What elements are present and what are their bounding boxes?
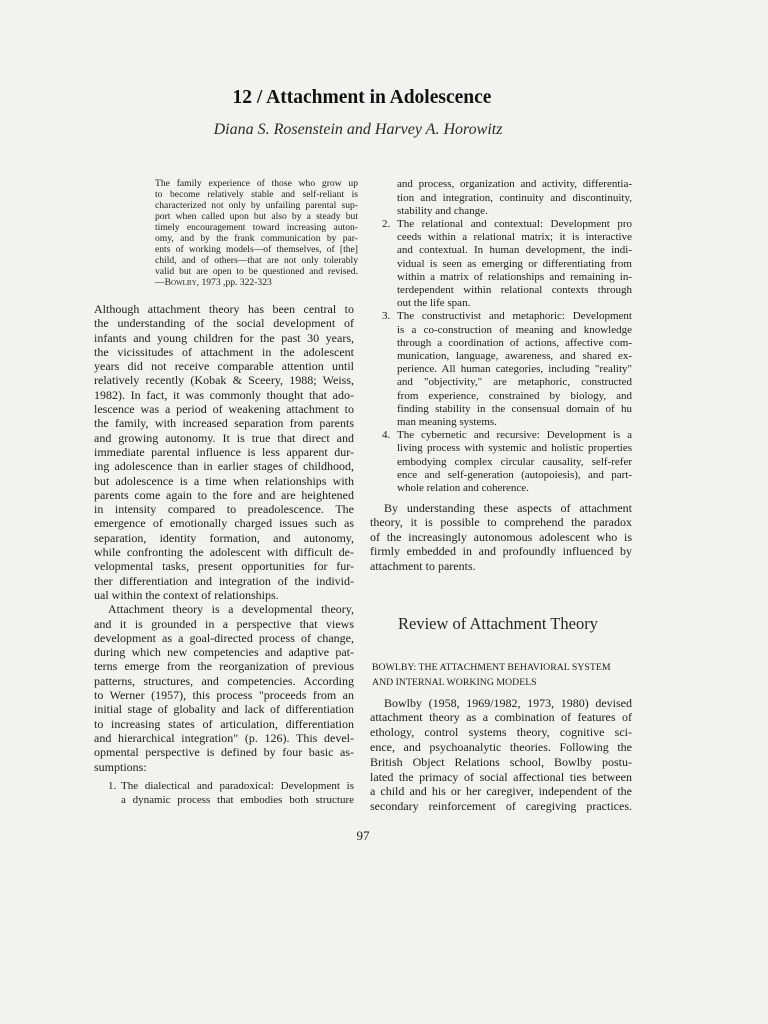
list-item-line: out the life span. bbox=[397, 297, 471, 310]
list-item-line: stability and change. bbox=[397, 204, 488, 217]
list-item-number: 3. bbox=[382, 310, 391, 323]
body-line: infants and young children for the past 30 years, bbox=[94, 330, 354, 345]
body-line: lated the primacy of social affectional ties between bbox=[370, 769, 632, 784]
attribution-author: Bowlby bbox=[164, 276, 197, 288]
body-line: to increasing states of articulation, differentiation bbox=[94, 716, 354, 731]
body-line: firmly embedded in and profoundly influenced by bbox=[370, 544, 632, 559]
list-item-line: within a matrix of relationships and remaining in- bbox=[397, 270, 632, 283]
body-line: Bowlby (1958, 1969/1982, 1973, 1980) devised bbox=[384, 695, 632, 710]
attribution-citation: , 1973 ,pp. 322-323 bbox=[196, 276, 272, 288]
body-line: ther differentiation and integration of the individ- bbox=[94, 573, 354, 588]
body-line: ing adolescence than in earlier stages of childhood, bbox=[94, 459, 354, 474]
chapter-authors: Diana S. Rosenstein and Harvey A. Horowitz bbox=[213, 121, 503, 138]
list-item-1-continuation bbox=[370, 178, 632, 218]
epigraph-line: characterized not only by unfailing parental sup- bbox=[155, 199, 358, 211]
list-item-line: and "objectivity," are metaphoric, constructed bbox=[397, 376, 632, 389]
epigraph-line: child, and of others—that are not only tolerably bbox=[155, 254, 358, 266]
list-item-number: 4. bbox=[382, 429, 391, 442]
epigraph-quote bbox=[155, 178, 358, 288]
list-item-text bbox=[397, 429, 632, 495]
epigraph-text bbox=[155, 178, 358, 277]
body-line: terns emerge from the reorganization of previous bbox=[94, 659, 354, 674]
list-item-line: and contextual. In human development, the indi- bbox=[397, 244, 632, 257]
body-line: lescence was a period of weakening attachment to bbox=[94, 402, 354, 417]
body-line: patterns, structures, and competencies. According bbox=[94, 673, 354, 688]
list-item-line: through a coordination of actions, affective com- bbox=[397, 336, 632, 349]
body-line: emergence of emotionally charged issues such as bbox=[94, 516, 354, 531]
left-column bbox=[94, 302, 354, 808]
assumptions-list-continued bbox=[370, 178, 632, 495]
subsection-heading-line: BOWLBY: THE ATTACHMENT BEHAVIORAL SYSTEM bbox=[372, 661, 611, 673]
list-item-line: whole relation and coherence. bbox=[397, 482, 529, 495]
list-item-line: ence and self-generation (autopoiesis), and part- bbox=[397, 468, 632, 481]
epigraph-line: port when called upon but also by a steady but bbox=[155, 210, 358, 222]
subsection-heading-line: AND INTERNAL WORKING MODELS bbox=[372, 676, 537, 688]
list-item-line: finding stability in the consensual domain of hu bbox=[397, 402, 632, 415]
body-line: development as a goal-directed process of change, bbox=[94, 630, 354, 645]
list-item-line: The relational and contextual: Development pro bbox=[397, 218, 632, 230]
body-line: attachment theory as a combination of features of bbox=[370, 710, 632, 725]
body-line: of the increasingly autonomous adolescent who is bbox=[370, 529, 632, 544]
body-line: a child and his or her caregiver, independent of the bbox=[370, 784, 632, 799]
list-item-line: The cybernetic and recursive: Development is a bbox=[397, 429, 632, 442]
epigraph-line: The family experience of those who grow up bbox=[155, 177, 358, 189]
body-line: secondary reinforcement of caregiving practices. bbox=[370, 799, 632, 814]
list-item-text bbox=[397, 218, 632, 310]
body-line: the vicissitudes of attachment in the adolescent bbox=[94, 344, 354, 359]
list-item-1 bbox=[94, 779, 354, 808]
body-line: and growing autonomy. It is true that direct and bbox=[94, 430, 354, 445]
body-line: By understanding these aspects of attachment bbox=[384, 500, 632, 515]
body-line: to Werner (1957), this process "proceeds from an bbox=[94, 688, 354, 703]
subsection-heading bbox=[372, 660, 632, 690]
epigraph-line: to become relatively stable and self-reliant is bbox=[155, 188, 358, 200]
body-paragraph-2 bbox=[94, 602, 354, 774]
list-item-line: man meaning systems. bbox=[397, 416, 497, 429]
list-item-line: perience. All human categories, including "reality" bbox=[397, 363, 632, 376]
body-line: separation, identity formation, and autonomy, bbox=[94, 530, 354, 545]
assumptions-list bbox=[94, 779, 354, 808]
body-line: velopmental tasks, present opportunities for fur- bbox=[94, 559, 354, 574]
epigraph-line: valid but are open to be questioned and revised. bbox=[155, 265, 358, 277]
body-line: parents come again to the fore and are heightened bbox=[94, 487, 354, 502]
list-item-text bbox=[397, 310, 632, 429]
epigraph-line: omy, and by the frank communication by par- bbox=[155, 232, 358, 244]
list-item-line: The dialectical and paradoxical: Development is bbox=[121, 779, 354, 792]
body-line: and hierarchical integration" (p. 126). This devel- bbox=[94, 730, 354, 745]
list-item-line: a dynamic process that embodies both structure bbox=[121, 794, 354, 807]
body-line: the family, with increased separation from parents bbox=[94, 416, 354, 431]
body-line: while confronting the adolescent with difficult de- bbox=[94, 545, 354, 560]
body-line: the understanding of the social development of bbox=[94, 316, 354, 331]
body-line: opmental perspective is defined by four basic as- bbox=[94, 745, 354, 760]
list-item-line: terdependent within relational contexts through bbox=[397, 284, 632, 297]
list-item-2 bbox=[370, 218, 632, 310]
body-line: during which new competencies and adaptive pat- bbox=[94, 645, 354, 660]
epigraph-attribution bbox=[155, 277, 358, 288]
body-line: relatively recently (Kobak & Sceery, 1988; Weiss, bbox=[94, 373, 354, 388]
epigraph-line: timely encouragement toward increasing auton- bbox=[155, 221, 358, 233]
list-item-line: The constructivist and metaphoric: Development bbox=[397, 310, 632, 323]
list-item-text bbox=[121, 779, 354, 808]
body-line: theory, it is possible to comprehend the paradox bbox=[370, 515, 632, 530]
list-item-number: 1. bbox=[108, 779, 117, 792]
body-line: 1982). In fact, it was commonly thought that ado- bbox=[94, 387, 354, 402]
list-item-line: ceeds within a relational matrix; it is interactive bbox=[397, 231, 632, 244]
section-heading: Review of Attachment Theory bbox=[398, 614, 598, 633]
body-line: sumptions: bbox=[94, 759, 147, 774]
list-item-line: munication, language, awareness, and shared ex- bbox=[397, 350, 632, 363]
epigraph-line: ents of working models—of themselves, of [the] bbox=[155, 243, 358, 255]
list-item-line: from experience, constrained by biology, and bbox=[397, 389, 632, 402]
body-line: British Object Relations school, Bowlby postu- bbox=[370, 754, 632, 769]
body-line: and it is grounded in a perspective that views bbox=[94, 616, 354, 631]
body-line: initial stage of globality and lack of differentiation bbox=[94, 702, 354, 717]
page-number: 97 bbox=[356, 828, 370, 843]
list-item-4 bbox=[370, 429, 632, 495]
list-item-number: 2. bbox=[382, 218, 391, 230]
body-line: in intensity compared to preadolescence. The bbox=[94, 502, 354, 517]
body-line: ethology, control systems theory, cognitive sci- bbox=[370, 725, 632, 740]
body-paragraph-1 bbox=[94, 302, 354, 602]
list-item-line: tion and integration, continuity and discontinuity, bbox=[397, 191, 632, 204]
attribution-dash: — bbox=[155, 276, 165, 288]
body-line: immediate parental influence is less apparent dur- bbox=[94, 444, 354, 459]
body-line: ence, and psychoanalytic theories. Following the bbox=[370, 739, 632, 754]
body-line: years did not receive comparable attention until bbox=[94, 359, 354, 374]
list-item-line: vidual is seen as emerging or differentiating from bbox=[397, 257, 632, 270]
body-line: ual within the context of relationships. bbox=[94, 587, 279, 602]
body-line: attachment to parents. bbox=[370, 559, 476, 574]
list-item-line: living process with systemic and holistic properties bbox=[397, 442, 632, 455]
body-line: Attachment theory is a developmental theory, bbox=[108, 602, 354, 617]
chapter-title: 12 / Attachment in Adolescence bbox=[232, 87, 492, 108]
body-line: but adolescence is a time when relationships with bbox=[94, 473, 354, 488]
list-item-line: is a co-construction of meaning and knowledge bbox=[397, 323, 632, 336]
body-line: Although attachment theory has been central to bbox=[94, 302, 354, 316]
list-item-line: embodying complex circular causality, self-refer bbox=[397, 455, 632, 468]
list-item-3 bbox=[370, 310, 632, 429]
list-item-line: and process, organization and activity, differentia- bbox=[397, 178, 632, 191]
body-paragraph-4 bbox=[370, 696, 632, 814]
body-paragraph-3 bbox=[370, 501, 632, 574]
